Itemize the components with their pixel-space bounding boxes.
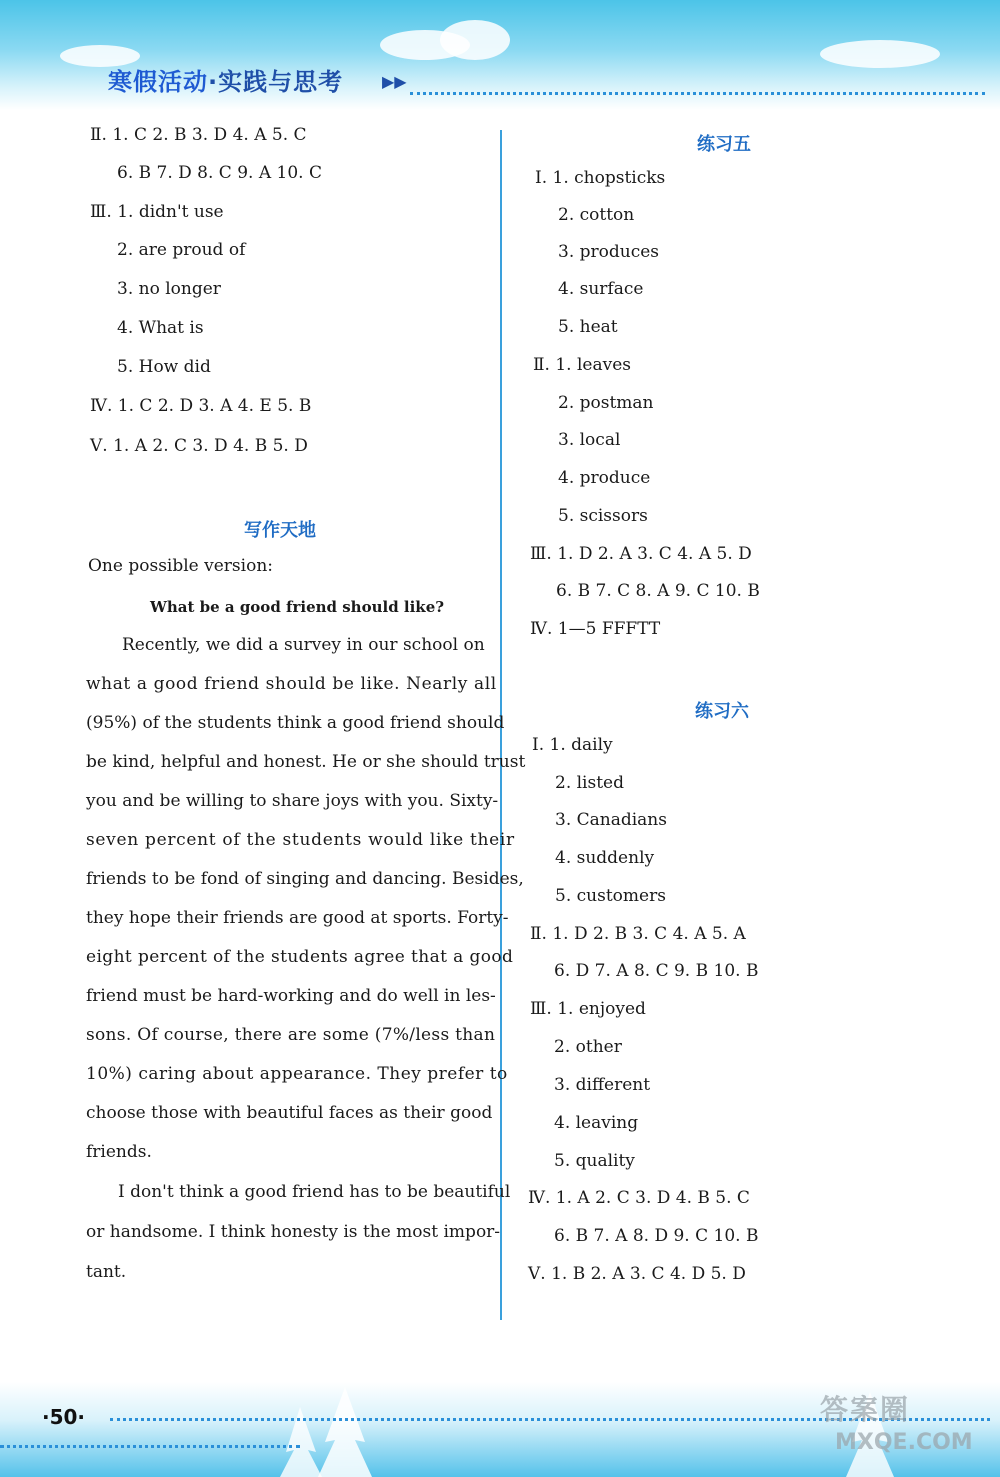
answer-line: Ⅱ. 1. leaves <box>533 355 632 375</box>
answer-line: 2. postman <box>558 393 654 413</box>
answer-line: Ⅰ. 1. daily <box>532 735 613 755</box>
essay-line: tant. <box>86 1262 127 1282</box>
answer-line: 2. cotton <box>558 205 635 225</box>
answer-line: 3. Canadians <box>555 810 667 830</box>
essay-line: be kind, helpful and honest. He or she should trust <box>86 752 526 772</box>
cloud-decoration <box>440 20 510 60</box>
essay-line: you and be willing to share joys with you. Sixty- <box>86 791 499 811</box>
essay-line: eight percent of the students agree that a good <box>86 947 514 967</box>
answer-line: Ⅲ. 1. didn't use <box>90 202 224 222</box>
answer-line: 5. How did <box>117 357 211 377</box>
section-heading-exercise-5: 练习五 <box>697 134 751 155</box>
essay-line: what a good friend should be like. Nearly all <box>86 674 497 694</box>
answer-line: 5. scissors <box>558 506 648 526</box>
answer-line: Ⅳ. 1. A 2. C 3. D 4. B 5. C <box>528 1188 750 1208</box>
essay-line: choose those with beautiful faces as their good <box>86 1103 493 1123</box>
answer-line: Ⅲ. 1. enjoyed <box>530 999 646 1019</box>
answer-line: Ⅲ. 1. D 2. A 3. C 4. A 5. D <box>530 544 752 564</box>
essay-line: seven percent of the students would like their <box>86 830 515 850</box>
answer-line: 4. surface <box>558 279 644 299</box>
book-title-separator: · <box>208 68 219 96</box>
book-title <box>108 62 343 97</box>
essay-line: friends. <box>86 1142 152 1162</box>
answer-line: 3. local <box>558 430 621 450</box>
double-arrow-icon: ▶▶ <box>382 72 407 91</box>
answer-line: 2. are proud of <box>117 240 246 260</box>
answer-line: 5. customers <box>555 886 666 906</box>
answer-line: Ⅱ. 1. D 2. B 3. C 4. A 5. A <box>530 924 746 944</box>
section-heading-writing: 写作天地 <box>244 520 316 541</box>
answer-line: 4. What is <box>117 318 204 338</box>
essay-line: (95%) of the students think a good friend should <box>86 713 505 733</box>
essay-line: they hope their friends are good at sports. Forty- <box>86 908 509 928</box>
version-label: One possible version: <box>88 556 273 576</box>
answer-line: 6. B 7. D 8. C 9. A 10. C <box>117 163 322 183</box>
answer-line: 4. produce <box>558 468 651 488</box>
answer-line: 3. produces <box>558 242 660 262</box>
section-heading-exercise-6: 练习六 <box>695 701 749 722</box>
book-title-part1: 寒假活动 <box>108 68 208 96</box>
answer-line: 3. different <box>554 1075 651 1095</box>
header-dotted-rule <box>410 92 985 95</box>
answer-line: 6. D 7. A 8. C 9. B 10. B <box>554 961 759 981</box>
essay-line: 10%) caring about appearance. They prefer to <box>86 1064 508 1084</box>
answer-line: 2. listed <box>555 773 624 793</box>
answer-line: 4. leaving <box>554 1113 639 1133</box>
footer-dotted-rule <box>0 1445 300 1448</box>
cloud-decoration <box>820 40 940 68</box>
essay-line: sons. Of course, there are some (7%/less than <box>86 1025 496 1045</box>
answer-line: 6. B 7. C 8. A 9. C 10. B <box>556 581 760 601</box>
answer-line: 4. suddenly <box>555 848 655 868</box>
watermark-url: MXQE.COM <box>835 1430 973 1455</box>
essay-line: friends to be fond of singing and dancing. Besides, <box>86 869 524 889</box>
page-number: ·50· <box>42 1405 86 1429</box>
essay-line: I don't think a good friend has to be beautiful <box>118 1182 511 1202</box>
book-title-part2: 实践与思考 <box>218 68 344 96</box>
answer-line: Ⅴ. 1. A 2. C 3. D 4. B 5. D <box>90 436 308 456</box>
answer-line: 3. no longer <box>117 279 221 299</box>
watermark-logo: 答案圈 <box>820 1393 911 1426</box>
answer-line: 6. B 7. A 8. D 9. C 10. B <box>554 1226 759 1246</box>
essay-line: friend must be hard-working and do well in les- <box>86 986 496 1006</box>
answer-line: Ⅱ. 1. C 2. B 3. D 4. A 5. C <box>90 125 307 145</box>
essay-title: What be a good friend should like? <box>150 598 445 616</box>
answer-line: Ⅳ. 1—5 FFFTT <box>530 619 661 639</box>
answer-line: Ⅴ. 1. B 2. A 3. C 4. D 5. D <box>528 1264 746 1284</box>
answer-line: 5. quality <box>554 1151 635 1171</box>
answer-line: 2. other <box>554 1037 622 1057</box>
answer-line: 5. heat <box>558 317 618 337</box>
answer-line: Ⅰ. 1. chopsticks <box>535 168 666 188</box>
essay-line: or handsome. I think honesty is the most impor- <box>86 1222 501 1242</box>
essay-line: Recently, we did a survey in our school on <box>122 635 485 655</box>
answer-line: Ⅳ. 1. C 2. D 3. A 4. E 5. B <box>90 396 312 416</box>
